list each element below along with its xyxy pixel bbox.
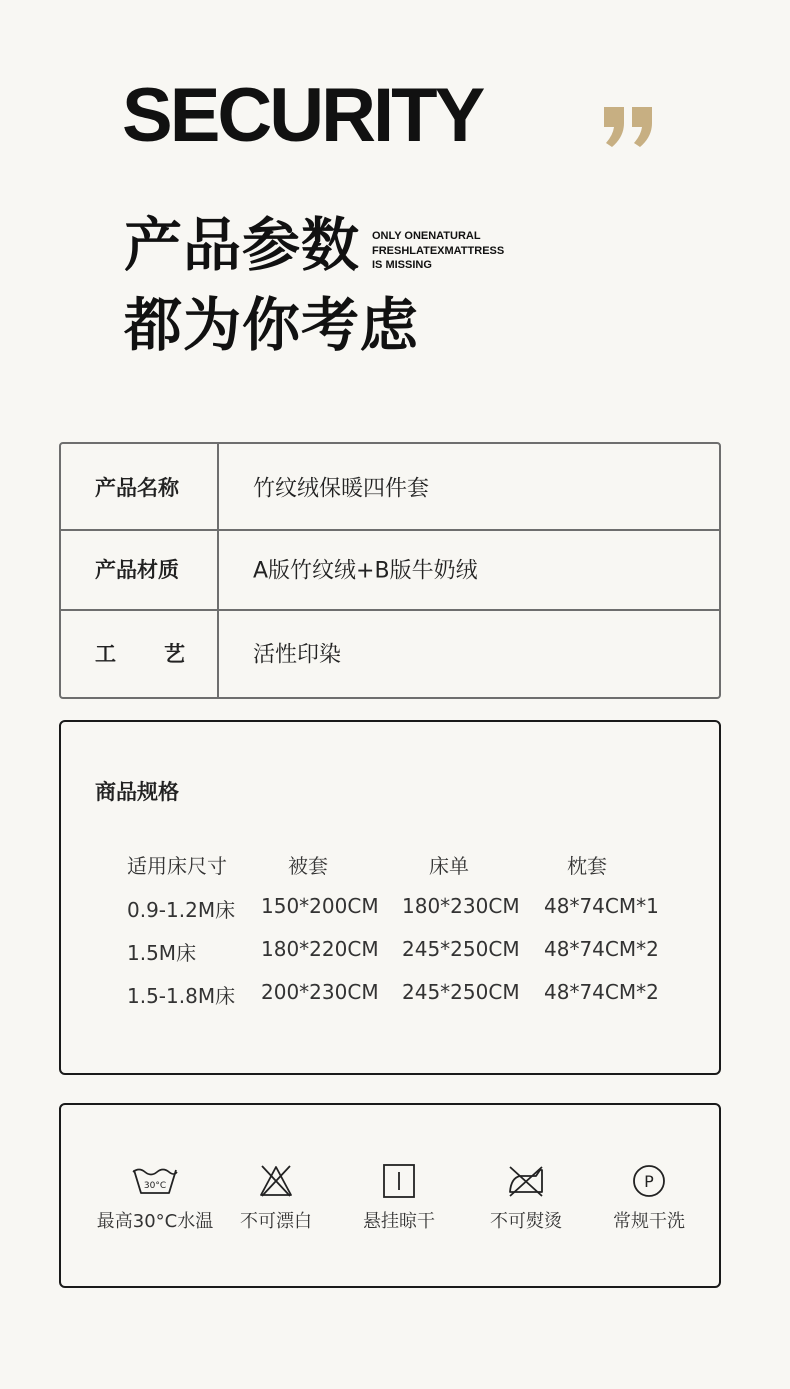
spec-cell: 1.5M床 [127,941,197,965]
spec-header: 适用床尺寸 [127,854,227,878]
care-label: 常规干洗 [613,1211,685,1232]
quote-mark-icon [600,105,658,149]
column-divider [217,529,219,609]
care-label: 不可熨烫 [490,1211,562,1232]
spec-cell: 180*230CM [402,894,520,918]
param-row-craft [61,609,719,697]
tagline-line: ONLY ONENATURAL [372,230,481,242]
dry-clean-letter: P [644,1172,654,1191]
spec-cell: 200*230CM [261,980,379,1004]
spec-header: 被套 [288,854,328,878]
spec-header: 枕套 [567,854,607,878]
headline-line-1: 产品参数 [124,211,361,279]
no-bleach-icon [258,1161,294,1201]
tagline-line: FRESHLATEXMATTRESS [372,244,505,257]
tagline [372,229,504,273]
param-label: 产品名称 [95,475,179,500]
care-instructions-box [59,1103,721,1288]
hang-dry-icon [382,1161,416,1201]
spec-header: 床单 [429,854,469,878]
hero-title: SECURITY [122,73,483,158]
spec-title: 商品规格 [95,780,179,804]
param-value: 竹纹绒保暖四件套 [253,476,430,501]
dry-clean-icon [631,1161,667,1201]
spec-cell: 48*74CM*1 [544,894,659,918]
no-iron-icon [506,1161,546,1201]
spec-cell: 180*220CM [261,937,379,961]
param-row-name [61,444,719,531]
param-row-material [61,529,719,611]
care-label: 不可漂白 [240,1211,312,1232]
spec-cell: 245*250CM [402,937,520,961]
care-item [334,1161,464,1233]
param-label-char: 艺 [164,642,185,666]
product-parameter-table [59,442,721,699]
spec-cell: 48*74CM*2 [544,980,659,1004]
care-item [211,1161,341,1233]
spec-cell: 1.5-1.8M床 [127,984,236,1008]
care-label: 最高30°C水温 [96,1211,214,1232]
care-item [584,1161,714,1233]
column-divider [217,609,219,697]
spec-cell: 245*250CM [402,980,520,1004]
param-label: 产品材质 [95,558,179,582]
wash-30-icon [131,1161,179,1201]
param-label-char: 工 [95,642,116,666]
care-item [90,1161,220,1233]
tagline-line: IS MISSING [372,259,432,271]
headline-line-2: 都为你考虑 [124,291,420,359]
column-divider [217,444,219,529]
care-item [461,1161,591,1233]
care-label: 悬挂晾干 [363,1211,435,1232]
param-value: 活性印染 [253,642,342,668]
spec-cell: 150*200CM [261,894,379,918]
spec-cell: 48*74CM*2 [544,937,659,961]
spec-box [59,720,721,1075]
wash-temp-text: 30°C [143,1181,167,1191]
param-value: A版竹纹绒+B版牛奶绒 [253,558,478,584]
param-label [95,638,185,668]
spec-cell: 0.9-1.2M床 [127,898,236,922]
